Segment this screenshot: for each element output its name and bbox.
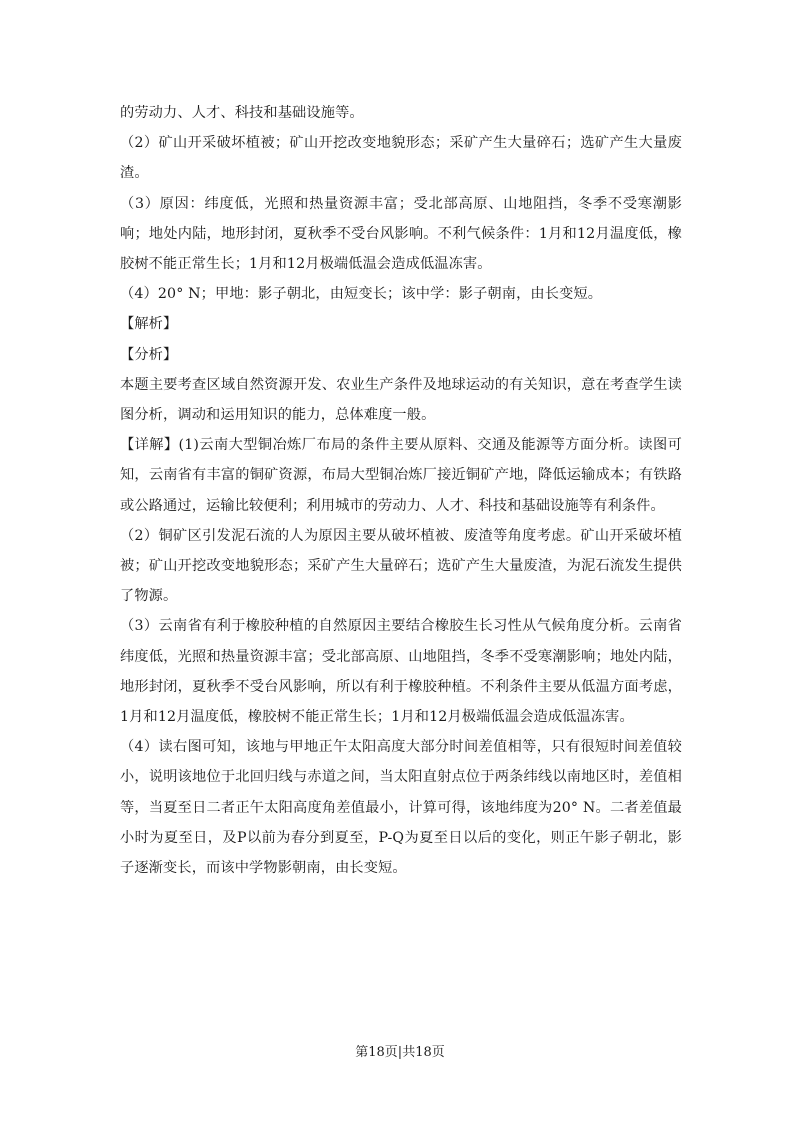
detail-part-3: （3）云南省有利于橡胶种植的自然原因主要结合橡胶生长习性从气候角度分析。云南省纬度低，光照和热量资源丰富；受北部高原、山地阻挡，冬季不受寒潮影响；地处内陆，地形封闭，夏秋季不受台风影响，所以有利于橡胶种植。不利条件主要从低温方面考虑，1月和12月温度低，橡胶树不能正常生长；1月和12月极端低温会造成低温冻害。 (120, 618, 682, 726)
section-heading-fenxi: 【分析】 (120, 346, 178, 363)
answer-continuation: 的劳动力、人才、科技和基础设施等。 (120, 105, 364, 121)
document-body (120, 98, 682, 883)
answer-part-4: （4）20° N；甲地：影子朝北，由短变长；该中学：影子朝南，由长变短。 (120, 286, 603, 303)
analysis-paragraph: 本题主要考查区域自然资源开发、农业生产条件及地球运动的有关知识，意在考查学生读图分析，调动和运用知识的能力，总体难度一般。 (120, 376, 682, 424)
answer-part-3: （3）原因：纬度低，光照和热量资源丰富；受北部高原、山地阻挡，冬季不受寒潮影响；地处内陆，地形封闭，夏秋季不受台风影响。不利气候条件：1月和12月温度低，橡胶树不能正常生长；1月和12月极端低温会造成低温冻害。 (120, 195, 682, 273)
detail-part-4: （4）读右图可知，该地与甲地正午太阳高度大部分时间差值相等，只有很短时间差值较小，说明该地位于北回归线与赤道之间，当太阳直射点位于两条纬线以南地区时，差值相等，当夏至日二者正午太阳高度角差值最小，计算可得，该地纬度为20° N。二者差值最小时为夏至日，及P以前为春分到夏至，P-Q为夏至日以后的变化，则正午影子朝北，影子逐渐变长，而该中学物影朝南，由长变短。 (120, 739, 682, 877)
detail-part-1: 【详解】(1)云南大型铜冶炼厂布局的条件主要从原料、交通及能源等方面分析。读图可知，云南省有丰富的铜矿资源，布局大型铜冶炼厂接近铜矿产地，降低运输成本；有铁路或公路通过，运输比较便利；利用城市的劳动力、人才、科技和基础设施等有利条件。 (120, 437, 682, 514)
section-heading-jiexi: 【解析】 (120, 316, 178, 333)
page-number-footer: 第18页|共18页 (355, 1045, 445, 1060)
answer-part-2: （2）矿山开采破坏植被；矿山开挖改变地貌形态；采矿产生大量碎石；选矿产生大量废渣。 (120, 135, 682, 182)
detail-part-2: （2）铜矿区引发泥石流的人为原因主要从破坏植被、废渣等角度考虑。矿山开采破坏植被；矿山开挖改变地貌形态；采矿产生大量碎石；选矿产生大量废渣，为泥石流发生提供了物源。 (120, 527, 682, 605)
